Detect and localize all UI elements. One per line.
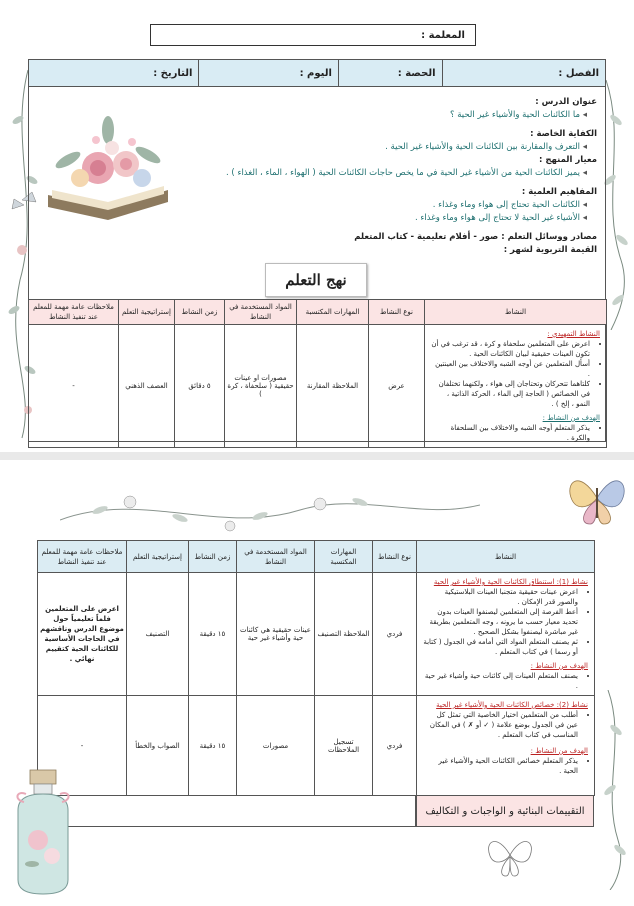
date-label: التاريخ : (153, 67, 193, 79)
activity1-time: ١٥ دقيقة (189, 573, 237, 696)
intro-goal-heading: الهدف من النشاط : (542, 414, 600, 422)
standard-heading: معيار المنهج : (539, 155, 597, 165)
activity2-goal-heading: الهدف من النشاط : (530, 747, 588, 755)
activity2-goal: • يذكر المتعلم خصائص الكائنات الحية والأشياء غير الحية . (423, 756, 578, 776)
leaf-vine-right-lower (596, 690, 632, 890)
assessment-cell: التقييمات البنائية و الواجبات و التكاليف (416, 795, 594, 827)
concept-item: ◂ الأشياء غير الحية لا تحتاج إلى هواء وماء وغذاء . (177, 212, 597, 225)
class-label: الفصل : (558, 67, 599, 79)
activity2-strategy: الصواب والخطأ (127, 696, 189, 796)
intro-materials: مصورات او عينات حقيقية ( سلحفاة ، كرة ) (225, 325, 297, 448)
flower-book-illustration (38, 90, 178, 230)
perfume-bottle-illustration (8, 760, 78, 900)
header-skills: المهارات المكتسبة (297, 300, 369, 325)
competency-text: ◂ التعرف والمقارنة بين الكائنات الحية والأشياء غير الحية . (177, 141, 597, 154)
activity1-skills: الملاحظة التصنيف (315, 573, 373, 696)
intro-goal: • يذكر المتعلم أوجه الشبه والاختلاف بين السلحفاة والكرة . (431, 423, 590, 443)
header-time: زمن النشاط (189, 541, 237, 573)
list-item: • أسأل المتعلمين عن أوجه الشبه والاختلاف بين العينتين . (431, 359, 590, 379)
table-row (38, 573, 595, 696)
session-label: الحصة : (397, 67, 436, 79)
page-two (0, 460, 634, 906)
list-item: • أطلب من المتعلمين اختيار الخاصية التي تمثل كل عين في الجدول بوضع علامة ( ✓ أو ✗ ) في المكان المناسب في كتاب المتعلم . (423, 710, 578, 740)
list-item: • ثم يصنف المتعلم المواد التي أمامه في الجدول ( كتابة أو رسما ) في كتاب المتعلم . (423, 637, 578, 657)
table-header-row (38, 541, 595, 573)
intro-time: ٥ دقائق (175, 325, 225, 448)
header-materials: المواد المستخدمة في النشاط (225, 300, 297, 325)
lesson-title: ◂ ما الكائنات الحية والأشياء غير الحية ؟ (177, 109, 597, 122)
butterfly-outline-icon (480, 830, 540, 880)
lesson-title-heading: عنوان الدرس : (535, 97, 597, 107)
header-strategy: إستراتيجية التعلم (119, 300, 175, 325)
main-activities-table (37, 540, 595, 796)
resources-text: مصادر ووسائل التعلم : صور - أفلام تعليمية - كتاب المتعلم (354, 232, 597, 242)
page-separator (0, 452, 634, 460)
intro-notes: - (29, 325, 119, 448)
activity1-notes: اعرض على المتعلمين فلماً تعليمياً حول موضوع الدرس وناقشهم في الحاجات الأساسية للكائنات الحية كتقييم نهائي . (38, 573, 127, 696)
activity1-materials: عينات حقيقية هي كائنات حية وأشياء غير حية (237, 573, 315, 696)
header-notes: ملاحظات عامة مهمة للمعلم عند تنفيذ النشاط (38, 541, 127, 573)
teacher-label: المعلمة : (421, 29, 465, 41)
header-activity-type: نوع النشاط (369, 300, 425, 325)
standard-text: ◂ يميز الكائنات الحية من الأشياء غير الحية في ما يخص حاجات الكائنات الحية ( الهواء ، الماء ، الغذاء ) . (177, 167, 597, 180)
header-strategy: إستراتيجية التعلم (127, 541, 189, 573)
header-notes: ملاحظات عامة مهمة للمعلم عند تنفيذ النشاط (29, 300, 119, 325)
header-activity: النشاط (425, 300, 607, 325)
activity1-heading: نشاط (1): استنطاق الكائنات الحية والأشياء غير الحية (433, 578, 588, 586)
activity2-cell (417, 696, 595, 796)
header-activity-type: نوع النشاط (373, 541, 417, 573)
info-bar (29, 60, 605, 87)
activity1-type: فردي (373, 573, 417, 696)
value-text: القيمة التربوية لشهر : (503, 245, 597, 255)
activity2-notes: - (38, 696, 127, 796)
intro-skills: الملاحظة المقارنة (297, 325, 369, 448)
header-activity: النشاط (417, 541, 595, 573)
table-row (29, 325, 607, 448)
activity2-heading: نشاط (2): خصائص الكائنات الحية والأشياء غير الحية (436, 701, 588, 709)
teacher-field (150, 24, 476, 46)
concepts-heading: المفاهيم العلمية : (521, 187, 597, 197)
table-header-row (29, 300, 607, 325)
assessment-content-cell (37, 795, 416, 827)
activity1-goal: • يصنف المتعلم العينات إلى كائنات حية وأشياء غير حية . (423, 671, 578, 691)
activity1-goal-heading: الهدف من النشاط : (530, 662, 588, 670)
day-label: اليوم : (299, 67, 332, 79)
intro-activity-cell (425, 325, 607, 448)
session-cell (338, 60, 442, 86)
learning-approach-badge: نهج التعلم (265, 263, 367, 297)
intro-type: عرض (369, 325, 425, 448)
lesson-details (177, 96, 597, 257)
header-time: زمن النشاط (175, 300, 225, 325)
class-cell (442, 60, 605, 86)
activity2-time: ١٥ دقيقة (189, 696, 237, 796)
page-one (0, 0, 634, 452)
intro-activity-table (28, 299, 607, 448)
header-skills: المهارات المكتسبة (315, 541, 373, 573)
list-item: • كلتاهما تتحركان وتحتاجان إلى هواء ، ولكنهما تختلفان في الخصائص ( الحاجة إلى الماء ، الحركة الذاتية ، النمو ، إلخ ) . (431, 379, 590, 409)
activity2-skills: تسجيل الملاحظات (315, 696, 373, 796)
floral-garland-top (60, 480, 480, 540)
activity1-cell (417, 573, 595, 696)
competency-heading: الكفاية الخاصة : (530, 129, 597, 139)
activity2-type: فردي (373, 696, 417, 796)
table-row (38, 696, 595, 796)
date-cell (29, 60, 198, 86)
header-materials: المواد المستخدمة في النشاط (237, 541, 315, 573)
concept-item: ◂ الكائنات الحية تحتاج إلى هواء وماء وغذاء . (177, 199, 597, 212)
intro-heading: النشاط التمهيدي : (547, 330, 600, 338)
day-cell (198, 60, 338, 86)
list-item: • اعرض على المتعلمين سلحفاة و كرة ، قد ترغب في أن تكون العينات حقيقية لبيان الكائنات الحية . (431, 339, 590, 359)
activity1-strategy: التصنيف (127, 573, 189, 696)
list-item: • اعرض عينات حقيقية متجنبا العينات البلاستيكية والصور قدر الإمكان . (423, 587, 578, 607)
list-item: • أعط الفرصة إلى المتعلمين ليصنفوا العينات بدون تحديد معيار حسب ما يرونه ، وجه المتعلمين بطريقة غير مباشرة ليصنفوا بشكل الصحيح . (423, 607, 578, 637)
intro-strategy: العصف الذهني (119, 325, 175, 448)
activity2-materials: مصورات (237, 696, 315, 796)
butterfly-icon (564, 468, 630, 530)
